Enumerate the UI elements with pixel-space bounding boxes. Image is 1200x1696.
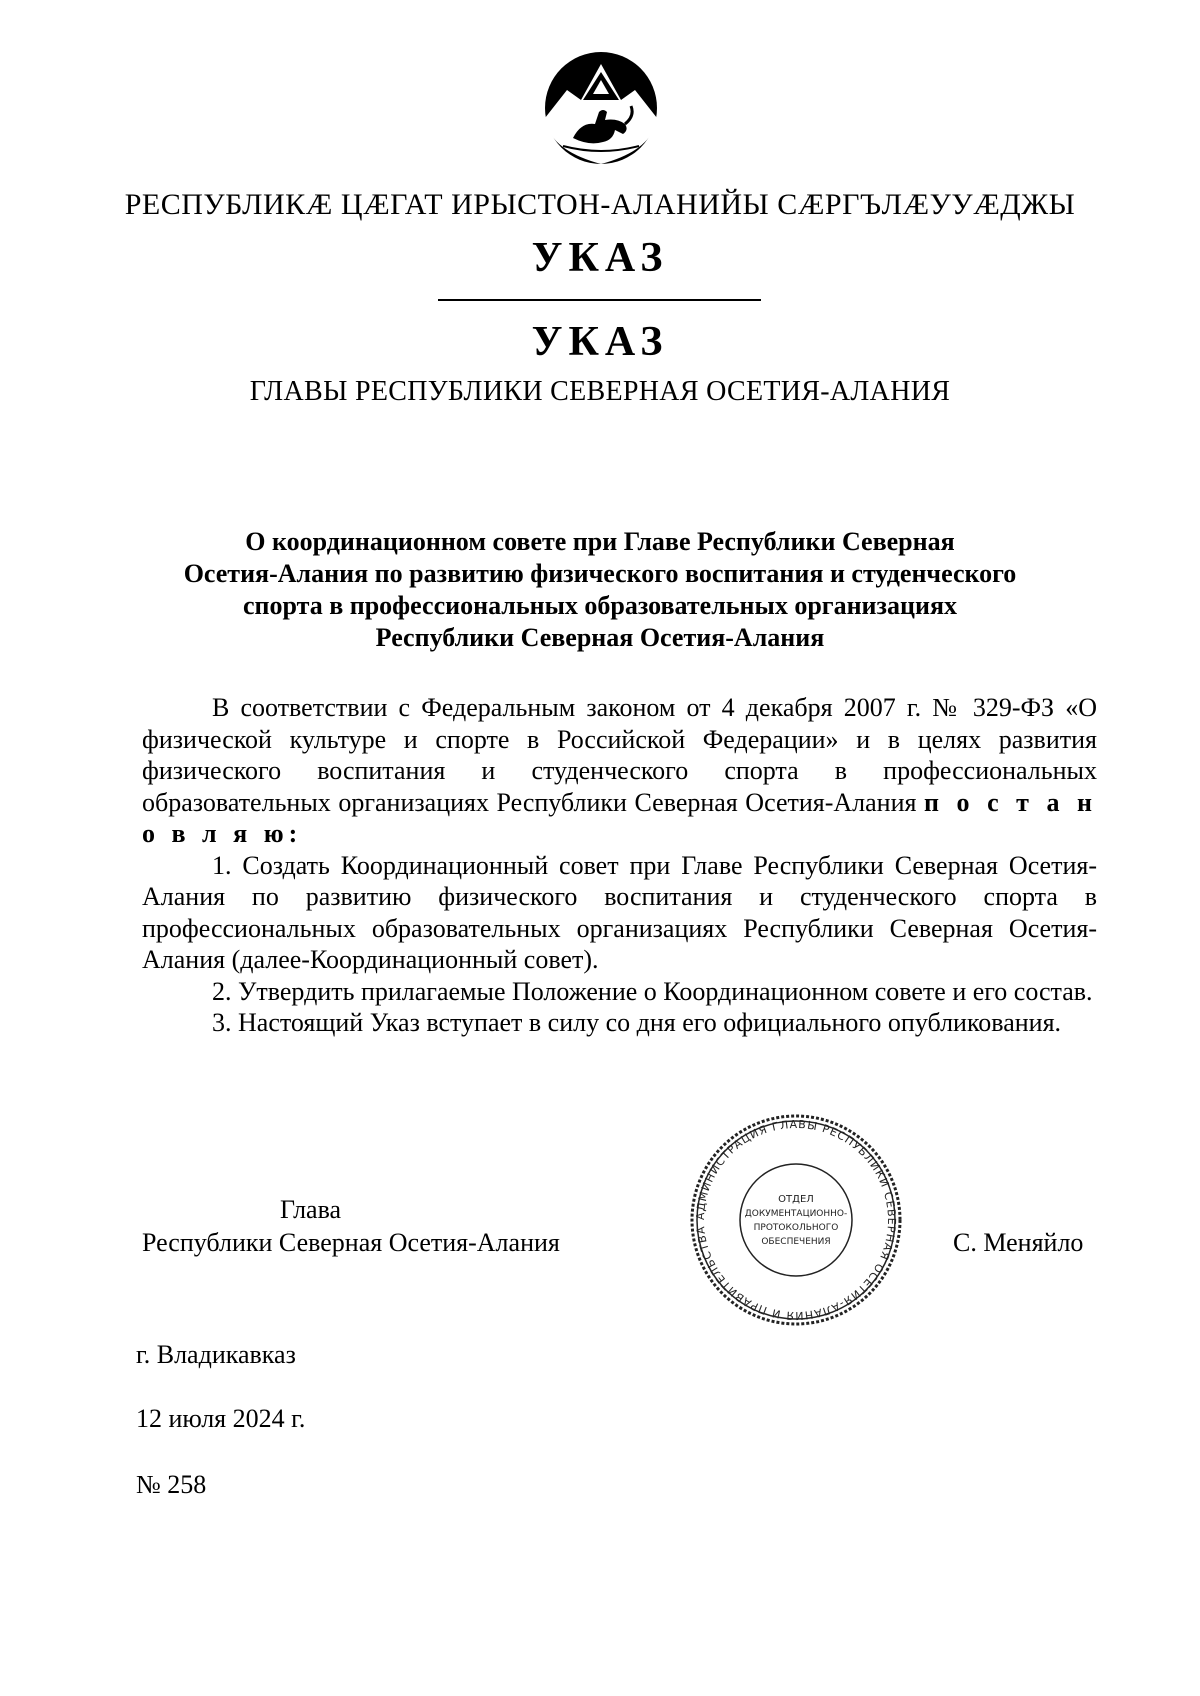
signature-title: Глава (280, 1195, 342, 1224)
ossetian-header: РЕСПУБЛИКÆ ЦÆГАТ ИРЫСТОН-АЛАНИЙЫ СÆРГЪЛÆУУÆДЖЫ (124, 188, 1076, 221)
svg-text:АДМИНИСТРАЦИЯ ГЛАВЫ РЕСПУБЛИКИ (694, 1118, 898, 1322)
decree-item: 1. Создать Координационный совет при Главе Республики Северная Осетия-Алания по развитию физического воспитания и студенческого спорта в профессиональных образовательных организациях Республики Северная Осетия-Алания (далее-Координационный совет). (142, 850, 1097, 974)
coat-of-arms-emblem (543, 50, 659, 166)
ukaz-heading-ossetian: УКАЗ (531, 235, 669, 281)
stamp-center-line: ДОКУМЕНТАЦИОННО- (744, 1209, 848, 1219)
title-line: Осетия-Алания по развитию физического воспитания и студенческого (183, 559, 1017, 588)
decree-date: 12 июля 2024 г. (136, 1404, 306, 1433)
decree-item: 2. Утвердить прилагаемые Положение о Координационном совете и его состав. (212, 976, 1093, 1006)
title-line: О координационном совете при Главе Республики Северная (245, 527, 955, 556)
preamble-paragraph (142, 692, 1097, 850)
signature-title-line2: Республики Северная Осетия-Алания (142, 1228, 560, 1257)
place-of-signing: г. Владикавказ (136, 1340, 296, 1369)
decree-body (142, 692, 1097, 1039)
title-line: Республики Северная Осетия-Алания (375, 623, 825, 652)
ukaz-heading-russian: УКАЗ (531, 319, 669, 365)
stamp-outer-text: АДМИНИСТРАЦИЯ ГЛАВЫ РЕСПУБЛИКИ СЕВЕРНАЯ ОСЕТИЯ-АЛАНИЯ И ПРАВИТЕЛЬСТВА (693, 1117, 899, 1323)
signatory-name: С. Меняйло (953, 1228, 1084, 1257)
official-seal-stamp (686, 1110, 906, 1330)
stamp-center-line: ОТДЕЛ (778, 1194, 814, 1205)
stamp-center-line: ПРОТОКОЛЬНОГО (753, 1223, 839, 1233)
decree-number: № 258 (136, 1470, 207, 1499)
decree-title (0, 526, 1200, 654)
decree-word: п о с т а н о в л я ю: (142, 787, 1097, 848)
preamble-text: В соответствии с Федеральным законом от 4 декабря 2007 г. № 329-ФЗ «О физической культуре и спорте в Российской Федерации» и в целях развития физического воспитания и студенческого спорта в профессиональных образовательных организациях Республики Северная Осетия-Алания (142, 693, 1097, 817)
header-divider (438, 299, 761, 301)
decree-item: 3. Настоящий Указ вступает в силу со дня его официального опубликования. (212, 1008, 1062, 1037)
stamp-center-line: ОБЕСПЕЧЕНИЯ (761, 1237, 831, 1247)
russian-header: ГЛАВЫ РЕСПУБЛИКИ СЕВЕРНАЯ ОСЕТИЯ-АЛАНИЯ (249, 376, 951, 407)
title-line: спорта в профессиональных образовательных организациях (242, 591, 958, 620)
